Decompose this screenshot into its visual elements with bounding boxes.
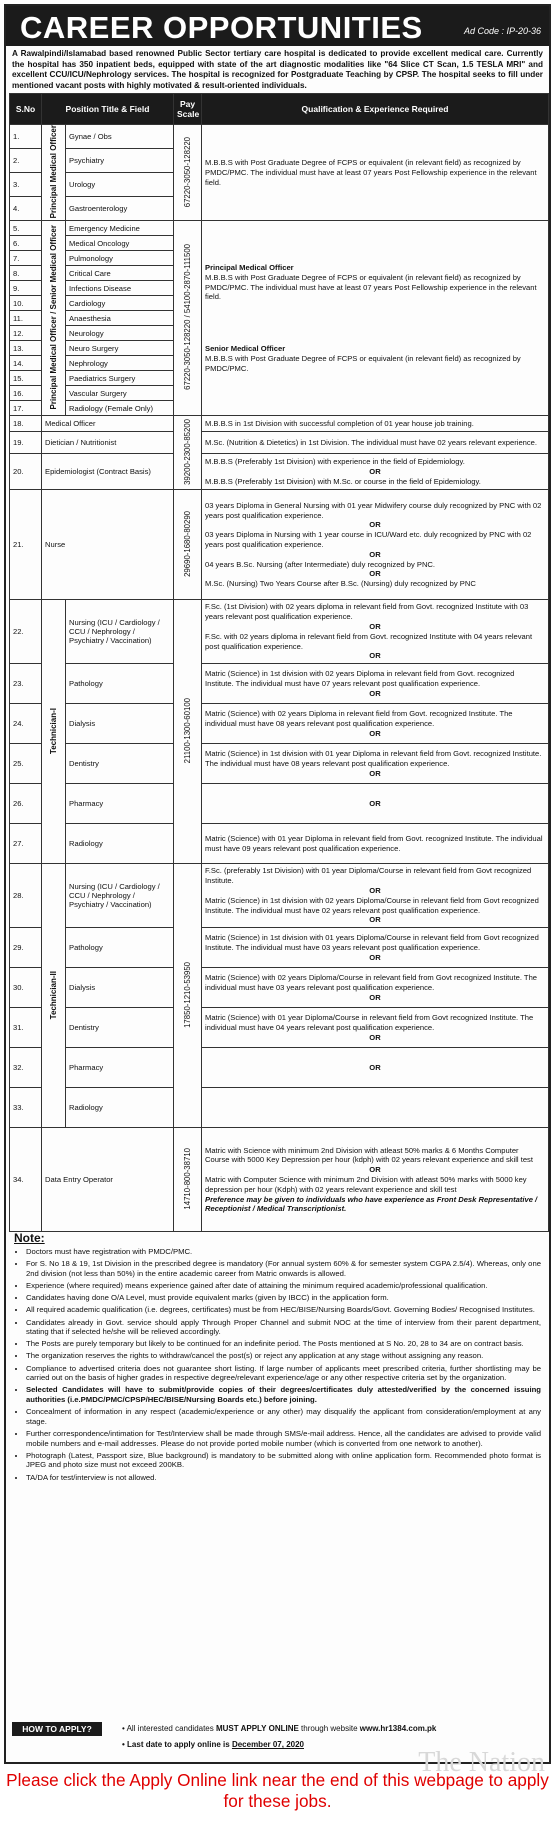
note-item: • Concealment of information in any respect (academic/experience or any other) may disqualify the applicant from consideration/employment at any stage.: [26, 1407, 541, 1426]
or-separator: OR: [369, 768, 381, 778]
table-row: [10, 968, 549, 1008]
or-separator: OR: [369, 1165, 381, 1175]
table-row: [10, 664, 549, 704]
col-sno: S.No: [10, 94, 42, 125]
position-field: Gynae / Obs: [66, 125, 174, 149]
tech2-option-2: Matric (Science) in 1st division with 02 years Diploma/Course in relevant field from Govt recognized Institute. The individual must have 02 years relevant post qualification experience.: [205, 895, 539, 915]
row-number: 25.: [10, 744, 42, 784]
tech1-option-1: F.Sc. (1st Division) with 02 years diploma in relevant field from Govt. recognized Institute with 03 years relevant post qualification experience.: [205, 602, 529, 622]
ad-code: Ad Code : IP-20-36: [463, 26, 541, 36]
nurse-option: 03 years Diploma in Nursing with 1 year course in ICU/Ward etc. duly recognized by PNC with 02 years post qualification experience.: [205, 530, 532, 549]
position-field: Medical Officer: [42, 416, 174, 432]
row-number: 6.: [10, 236, 42, 251]
position-field: Emergency Medicine: [66, 221, 174, 236]
smo-qualification: M.B.B.S with Post Graduate Degree of FCPS or equivalent (in relevant field) as recognized by PMDC/PMC.: [205, 354, 521, 373]
position-field: Urology: [66, 173, 174, 197]
position-field: Dentistry: [66, 1008, 174, 1048]
table-row: [10, 1048, 549, 1088]
position-field: Neurology: [66, 326, 174, 341]
row-number: 26.: [10, 784, 42, 824]
group-title-text: Technician-I: [49, 707, 58, 754]
table-row: [10, 600, 549, 664]
row-number: 13.: [10, 341, 42, 356]
deo-option-2: Matric with Computer Science with minimum 2nd Division with atleast 50% marks with 5000 key depression per hour (Kdph) with 02 years relevant experience and skill test: [205, 1174, 527, 1194]
qualification: [202, 744, 549, 784]
or-separator: OR: [369, 1062, 381, 1072]
pmo-qualification: M.B.B.S with Post Graduate Degree of FCPS or equivalent (in relevant field) as recognized by PMDC/PMC. The individual must have at least 07 years Post Fellowship experience in the relevant field.: [205, 272, 537, 302]
row-number: 7.: [10, 251, 42, 266]
table-row: [10, 928, 549, 968]
apply-online-line: • All interested candidates MUST APPLY ONLINE through website www.hr1384.com.pk: [122, 1724, 437, 1733]
qualification: M.B.B.S in 1st Division with successful completion of 01 year house job training.: [202, 416, 549, 432]
tech2-qualification: Matric (Science) in 1st division with 01 years Diploma/Course in relevant field from Govt recognized Institute. The individual must have 03 years relevant post qualification experience.: [205, 933, 539, 952]
row-number: 15.: [10, 371, 42, 386]
group-title: [42, 221, 66, 416]
last-date-line: • Last date to apply online is December 07, 2020: [122, 1740, 304, 1749]
position-field: Nephrology: [66, 356, 174, 371]
qualification: [202, 490, 549, 600]
group-title-text: Principal Medical Officer: [49, 125, 58, 219]
note-item: • For S. No 18 & 19, 1st Division in the prescribed degree is mandatory (For annual system 60% & for semester system CGPA 2.5/4). Whereas, only one 2nd division (not less than 50%) in the entire academic career from Matric onwards is allowed.: [26, 1259, 541, 1278]
row-number: 5.: [10, 221, 42, 236]
position-field: Infections Disease: [66, 281, 174, 296]
apply-text-mid: through website: [298, 1724, 360, 1733]
ad-title: CAREER OPPORTUNITIES: [20, 10, 423, 45]
group-title: [42, 125, 66, 221]
position-field: Nurse: [42, 490, 174, 600]
row-number: 17.: [10, 401, 42, 416]
position-field: Cardiology: [66, 296, 174, 311]
note-item: • Doctors must have registration with PMDC/PMC.: [26, 1247, 541, 1257]
group-title: [42, 600, 66, 864]
nurse-option: M.Sc. (Nursing) Two Years Course after B.Sc. (Nursing) duly recognized by PNC: [205, 579, 476, 589]
newspaper-watermark: The Nation: [418, 1747, 545, 1778]
row-number: 11.: [10, 311, 42, 326]
table-row: [10, 221, 549, 236]
row-number: 10.: [10, 296, 42, 311]
position-field: Dialysis: [66, 968, 174, 1008]
tech1-qualification: Matric (Science) with 02 years Diploma in relevant field from Govt. recognized Institute. The individual must have 08 years relevant post qualification experience.: [205, 709, 513, 728]
or-separator: OR: [369, 728, 381, 738]
epidemiologist-option-2: M.B.B.S (Preferably 1st Division) with M.Sc. or course in the field of Epidemiology.: [205, 476, 481, 486]
tech1-qualification: Matric (Science) in 1st division with 01 year Diploma in relevant field from Govt. recognized Institute. The individual must have 08 years relevant post qualification experience.: [205, 749, 542, 768]
intro-paragraph: A Rawalpindi/Islamabad based renowned Public Sector tertiary care hospital is dedicated to provide excellent medical care. Currently the hospital has 350 inpatient beds, equipped with state of the art diagnostic modalities like "64 Slice CT Scan, 1.5 TESLA MRI" and excellent CCU/ICU/Nephrology services. The hospital is recognized for Postgraduate Teaching by CPSP. The hospital seeks to fill under mentioned vacant posts with highly motivated & result-oriented individuals.: [12, 49, 543, 90]
pay-scale: [174, 864, 202, 1128]
notes-list: [14, 1247, 541, 1482]
row-number: 14.: [10, 356, 42, 371]
note-item: • The Posts are purely temporary but likely to be continued for an indefinite period. The Posts mentioned at S No. 20, 28 to 34 are on contract basis.: [26, 1339, 541, 1349]
or-separator: OR: [369, 569, 381, 579]
tech1-qualification: Matric (Science) with 01 year Diploma in relevant field from Govt. recognized Institute. The individual must have 09 years relevant post qualification experience.: [205, 834, 543, 853]
row-number: 9.: [10, 281, 42, 296]
qualification: [202, 600, 549, 664]
table-row: [10, 490, 549, 600]
note-item: • Candidates already in Govt. service should apply Through Proper Channel and submit NOC at the time of interview from their parent department, stating that if selected he/she will be relieved accordingly.: [26, 1318, 541, 1337]
pay-scale-text: 21100-1300-60100: [183, 698, 192, 764]
pay-scale: [174, 600, 202, 864]
apply-text: All interested candidates: [126, 1724, 216, 1733]
position-field: Psychiatry: [66, 149, 174, 173]
or-separator: OR: [369, 952, 381, 962]
job-advertisement: [4, 4, 551, 1778]
col-position: Position Title & Field: [42, 94, 174, 125]
position-field: Vascular Surgery: [66, 386, 174, 401]
position-field: Data Entry Operator: [42, 1128, 174, 1232]
pay-scale: [174, 125, 202, 221]
or-separator: OR: [369, 520, 381, 530]
pay-scale: [174, 490, 202, 600]
note-item: • All required academic qualification (i.e. degrees, certificates) must be from HEC/BISE/Nursing Boards/Govt. Governing Bodies/ Recognised Institutes.: [26, 1305, 541, 1315]
pay-scale: [174, 1128, 202, 1232]
last-date-text: Last date to apply online is: [127, 1740, 232, 1749]
qualification: [202, 968, 549, 1008]
qualification: [202, 704, 549, 744]
pay-scale-text: 39200-2300-85200: [183, 418, 192, 485]
position-field: Dentistry: [66, 744, 174, 784]
col-pay: Pay Scale: [174, 94, 202, 125]
group-title-text: Technician-II: [49, 970, 58, 1020]
vacancy-table: [9, 93, 549, 1232]
row-number: 4.: [10, 197, 42, 221]
position-field: Radiology: [66, 1088, 174, 1128]
or-separator: OR: [369, 688, 381, 698]
tech2-qualification: Matric (Science) with 02 years Diploma/Course in relevant field from Govt recognized Institute. The individual must have 03 years relevant post qualification experience.: [205, 973, 538, 992]
group-title: [42, 864, 66, 1128]
position-field: Radiology (Female Only): [66, 401, 174, 416]
row-number: 33.: [10, 1088, 42, 1128]
row-number: 16.: [10, 386, 42, 401]
position-field: Dietician / Nutritionist: [42, 432, 174, 454]
position-field: Nursing (ICU / Cardiology / CCU / Nephrology / Psychiatry / Vaccination): [66, 864, 174, 928]
or-separator: OR: [369, 992, 381, 1002]
or-separator: OR: [369, 1032, 381, 1042]
position-field: Pathology: [66, 664, 174, 704]
position-field: Pharmacy: [66, 784, 174, 824]
table-row: [10, 744, 549, 784]
pay-scale-text: 17850-1210-53950: [183, 961, 192, 1028]
apply-notice: Please click the Apply Online link near the end of this webpage to apply for these jobs.: [6, 1770, 549, 1811]
row-number: 2.: [10, 149, 42, 173]
table-row: [10, 1008, 549, 1048]
table-row: [10, 824, 549, 864]
qualification: [202, 1008, 549, 1048]
position-field: Critical Care: [66, 266, 174, 281]
row-number: 21.: [10, 490, 42, 600]
or-separator: OR: [369, 651, 381, 661]
table-row: [10, 1088, 549, 1128]
or-separator: OR: [369, 622, 381, 632]
smo-heading: Senior Medical Officer: [205, 344, 286, 354]
tech1-qualification: Matric (Science) in 1st division with 02 years Diploma in relevant field from Govt. recognized Institute. The individual must have 07 years relevant post qualification experience.: [205, 669, 515, 688]
row-number: 34.: [10, 1128, 42, 1232]
last-date-value: December 07, 2020: [231, 1740, 304, 1749]
table-row: [10, 704, 549, 744]
tech2-qualification: Matric (Science) with 01 year Diploma/Course in relevant field from Govt recognized Institute. The individual must have 04 years relevant post qualification experience.: [205, 1013, 534, 1032]
position-field: Radiology: [66, 824, 174, 864]
or-separator: OR: [369, 915, 381, 925]
row-number: 20.: [10, 454, 42, 490]
row-number: 30.: [10, 968, 42, 1008]
qualification: [202, 1088, 549, 1128]
position-field: Dialysis: [66, 704, 174, 744]
qualification: M.Sc. (Nutrition & Dietetics) in 1st Division. The individual must have 02 years relevant experience.: [202, 432, 549, 454]
table-header-row: [10, 94, 549, 125]
qualification: [202, 784, 549, 824]
pay-scale-text: 29690-1680-80290: [183, 510, 192, 577]
qualification: [202, 928, 549, 968]
table-row: [10, 432, 549, 454]
row-number: 18.: [10, 416, 42, 432]
qualification: [202, 824, 549, 864]
table-row: [10, 454, 549, 490]
apply-website-link[interactable]: www.hr1384.com.pk: [359, 1724, 437, 1733]
table-row: [10, 784, 549, 824]
table-row: [10, 1128, 549, 1232]
or-separator: OR: [369, 549, 381, 559]
position-field: Paediatrics Surgery: [66, 371, 174, 386]
deo-preference: Preference may be given to individuals who have experience as Front Desk Representative / Receptionist / Medical Transcriptionist.: [205, 1194, 538, 1214]
qualification: [202, 221, 549, 416]
qualification: [202, 1048, 549, 1088]
pay-scale: [174, 416, 202, 490]
qualification: [202, 454, 549, 490]
row-number: 27.: [10, 824, 42, 864]
or-separator: OR: [369, 798, 381, 808]
nurse-option: 03 years Diploma in General Nursing with 01 year Midwifery course duly recognized by PNC with 02 years post qualification experience.: [205, 500, 542, 520]
row-number: 22.: [10, 600, 42, 664]
row-number: 19.: [10, 432, 42, 454]
note-item: • Compliance to advertised criteria does not guarantee short listing. If large number of applicants meet prescribed criteria, further shortlisting may be carried out on the basis of higher grades in respective degree/relevant experience/age or any other respective criteria set by the organization.: [26, 1364, 541, 1383]
apply-online-emphasis: MUST APPLY ONLINE: [215, 1724, 299, 1733]
ad-header: [6, 6, 549, 46]
position-field: Neuro Surgery: [66, 341, 174, 356]
position-field: Pathology: [66, 928, 174, 968]
position-field: Medical Oncology: [66, 236, 174, 251]
notes-section: [6, 1232, 549, 1482]
note-item: • Photograph (Latest, Passport size, Blue background) is mandatory to be submitted along with online application form. Recommended photo format is JPEG and photo size must not exceed 200KB.: [26, 1451, 541, 1470]
pmo-heading: Principal Medical Officer: [205, 263, 294, 273]
notes-title: Note:: [14, 1231, 45, 1246]
position-field: Gastroenterology: [66, 197, 174, 221]
note-item: • Candidates having done O/A Level, must provide equivalent marks (given by IBCC) in the application form.: [26, 1293, 541, 1303]
row-number: 8.: [10, 266, 42, 281]
table-row: [10, 864, 549, 928]
pay-scale-text: 67220-3050-128220: [183, 136, 192, 207]
note-item: • Further correspondence/intimation for Test/Interview shall be made through SMS/e-mail address. Hence, all the candidates are advised to provide valid mobile numbers and e-mail addresses. Please do not provide ported mobile number (which is converted from one network to another).: [26, 1429, 541, 1448]
row-number: 28.: [10, 864, 42, 928]
note-item: • The organization reserves the rights to withdraw/cancel the post(s) or reject any application at any stage without assigning any reason.: [26, 1351, 541, 1361]
how-to-apply-label: HOW TO APPLY?: [12, 1722, 102, 1736]
row-number: 29.: [10, 928, 42, 968]
row-number: 32.: [10, 1048, 42, 1088]
qualification: [202, 664, 549, 704]
pay-scale: [174, 221, 202, 416]
col-qualification: Qualification & Experience Required: [202, 94, 549, 125]
group-title-text: Principal Medical Officer / Senior Medical Officer: [49, 225, 58, 410]
pay-scale-text: 14710-800-38710: [183, 1148, 192, 1210]
or-separator: OR: [369, 466, 381, 476]
note-item: • Experience (where required) means experience gained after date of attaining the minimum required academic/professional qualification.: [26, 1281, 541, 1291]
epidemiologist-option-1: M.B.B.S (Preferably 1st Division) with experience in the field of Epidemiology.: [205, 457, 465, 467]
tech2-option-1: F.Sc. (preferably 1st Division) with 01 year Diploma/Course in relevant field from Govt recognized Institute.: [205, 866, 532, 886]
table-row: [10, 416, 549, 432]
qualification: M.B.B.S with Post Graduate Degree of FCPS or equivalent (in relevant field) as recognized by PMDC/PMC. The individual must have at least 07 years Post Fellowship experience in the relevant field.: [202, 125, 549, 221]
position-field: Nursing (ICU / Cardiology / CCU / Nephrology / Psychiatry / Vaccination): [66, 600, 174, 664]
row-number: 31.: [10, 1008, 42, 1048]
row-number: 12.: [10, 326, 42, 341]
position-field: Anaesthesia: [66, 311, 174, 326]
table-row: [10, 125, 549, 149]
position-field: Epidemiologist (Contract Basis): [42, 454, 174, 490]
note-item: • Selected Candidates will have to submit/provide copies of their degrees/certificates duly attested/verified by the concerned issuing authorities (i.e.PMDC/PMC/CPSP/HEC/BISE/Nursing Boards etc.) before joining.: [26, 1385, 541, 1404]
position-field: Pharmacy: [66, 1048, 174, 1088]
row-number: 24.: [10, 704, 42, 744]
row-number: 1.: [10, 125, 42, 149]
or-separator: OR: [369, 886, 381, 896]
tech1-option-2: F.Sc. with 02 years diploma in relevant field from Govt. recognized Institute with 04 years relevant post qualification experience.: [205, 631, 533, 651]
qualification: [202, 1128, 549, 1232]
nurse-option: 04 years B.Sc. Nursing (after Intermediate) duly recognized by PNC.: [205, 559, 436, 569]
pay-scale-text: 67220-3050-128220 / 54100-2870-111500: [183, 244, 192, 391]
row-number: 3.: [10, 173, 42, 197]
position-field: Pulmonology: [66, 251, 174, 266]
note-item: • TA/DA for test/interview is not allowed.: [26, 1473, 541, 1483]
qualification: [202, 864, 549, 928]
deo-option-1: Matric with Science with minimum 2nd Division with atleast 50% marks & 6 Months Computer Course with 5000 Key Depression per hour (kdph) with 02 years relevant experience and skill test: [205, 1145, 533, 1165]
row-number: 23.: [10, 664, 42, 704]
